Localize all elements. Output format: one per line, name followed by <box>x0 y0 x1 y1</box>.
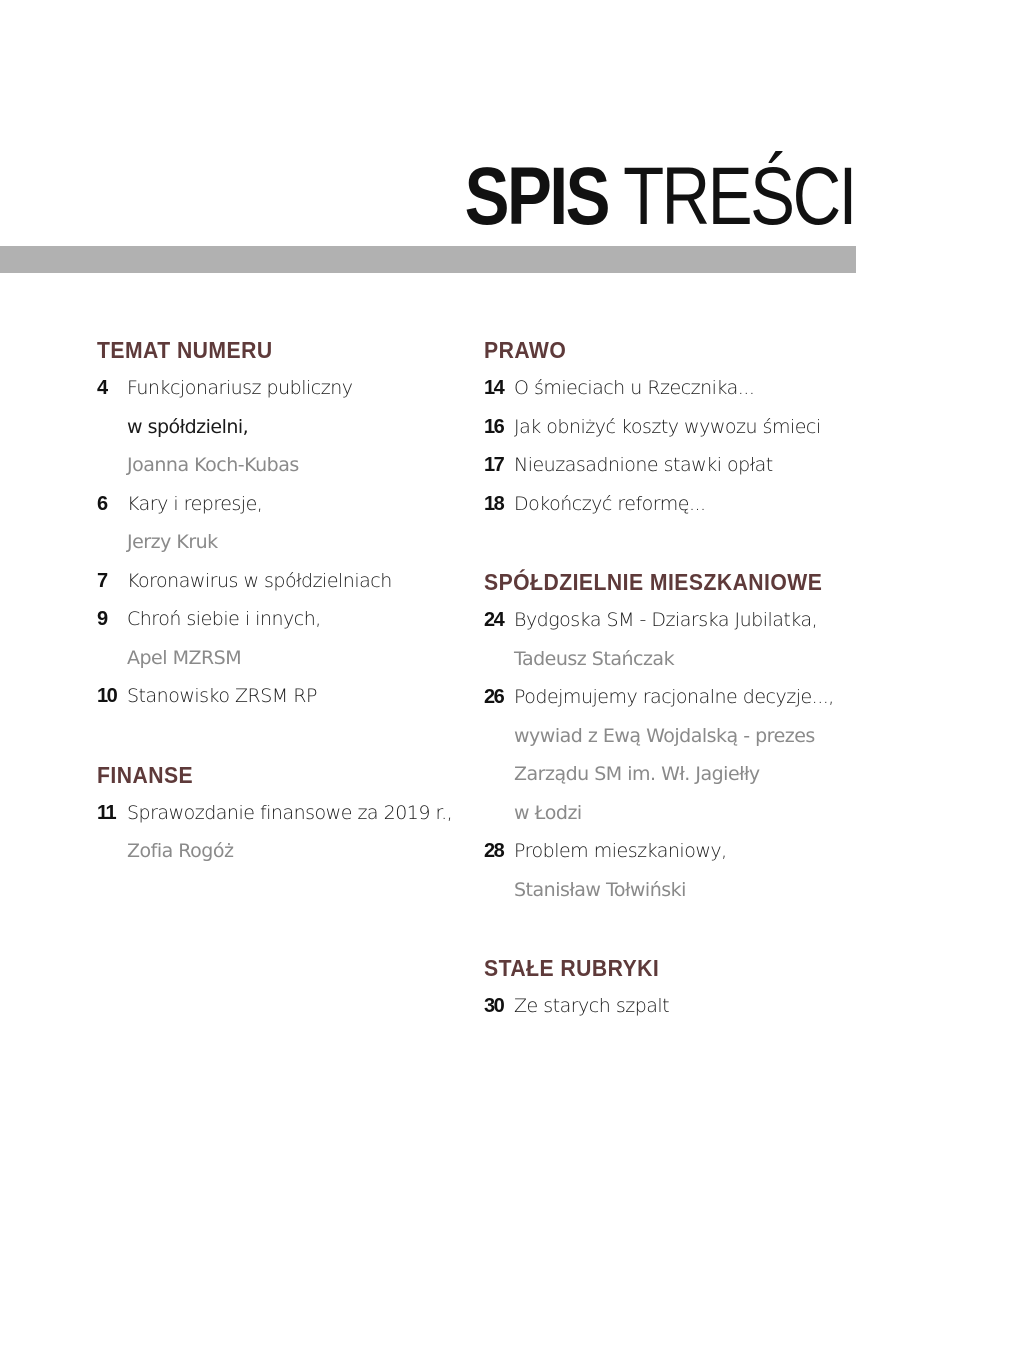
entry-first-line <box>484 485 856 524</box>
toc-section-finanse <box>97 756 457 871</box>
entry-title: Stanowisko ZRSM RP <box>127 685 317 707</box>
toc-entry[interactable] <box>484 408 856 447</box>
toc-entry[interactable] <box>97 485 457 562</box>
entry-author: Stanisław Tołwiński <box>514 878 686 901</box>
toc-entry[interactable] <box>97 369 457 485</box>
entry-first-line <box>484 601 856 640</box>
entry-first-line <box>484 987 856 1026</box>
toc-entry[interactable] <box>484 369 856 408</box>
page-number: 7 <box>97 569 107 592</box>
toc-entry[interactable] <box>484 601 856 678</box>
entry-title: Ze starych szpalt <box>514 995 670 1017</box>
entry-first-line <box>484 832 856 871</box>
toc-entry[interactable] <box>97 677 457 716</box>
entry-first-line <box>484 369 856 408</box>
entry-author: w Łodzi <box>514 801 582 824</box>
page-number: 26 <box>484 686 504 708</box>
toc-entry[interactable] <box>97 562 457 601</box>
toc-section-prawo <box>484 331 856 523</box>
page-title-bold: SPIS <box>464 151 609 242</box>
page-number: 17 <box>484 454 504 476</box>
entry-title: Podejmujemy racjonalne decyzje..., <box>514 686 834 708</box>
toc-section-stale-rubryki <box>484 949 856 1026</box>
entry-title: Dokończyć reformę... <box>514 492 706 515</box>
entry-title: Jak obniżyć koszty wywozu śmieci <box>514 415 821 438</box>
entry-title: Bydgoska SM - Dziarska Jubilatka, <box>514 609 818 631</box>
entry-author: Tadeusz Stańczak <box>514 647 675 670</box>
toc-entry[interactable] <box>484 832 856 909</box>
page-number: 28 <box>484 840 504 862</box>
entry-title: Kary i represje, <box>127 492 263 515</box>
toc-section-temat-numeru <box>97 331 457 716</box>
entry-author: Apel MZRSM <box>127 646 242 669</box>
entry-title: Koronawirus w spółdzielniach <box>127 569 392 592</box>
page-title <box>465 150 855 244</box>
entry-title: Problem mieszkaniowy, <box>514 840 727 862</box>
page-number: 9 <box>97 608 107 630</box>
toc-entry[interactable] <box>484 987 856 1026</box>
page-number: 18 <box>484 492 504 515</box>
toc-entry[interactable] <box>484 678 856 832</box>
entry-author: Joanna Koch-Kubas <box>127 454 299 476</box>
entry-title: Funkcjonariusz publiczny <box>127 377 353 399</box>
title-underline-bar <box>0 246 856 273</box>
entry-title: O śmieciach u Rzecznika... <box>514 377 755 399</box>
entry-author: Jerzy Kruk <box>127 531 218 553</box>
entry-first-line <box>97 794 457 833</box>
toc-entry[interactable] <box>484 485 856 524</box>
entry-first-line <box>484 446 856 485</box>
section-heading: TEMAT NUMERU <box>97 337 273 363</box>
toc-entry[interactable] <box>97 600 457 677</box>
entry-first-line <box>97 562 457 601</box>
entry-author: Zofia Rogóż <box>127 840 234 862</box>
page-title-light: TREŚCI <box>623 151 855 242</box>
entry-first-line <box>97 600 457 639</box>
entry-first-line <box>97 369 457 408</box>
page-number: 24 <box>484 609 504 631</box>
section-heading: SPÓŁDZIELNIE MIESZKANIOWE <box>484 569 823 595</box>
section-heading: STAŁE RUBRYKI <box>484 955 660 981</box>
toc-entry[interactable] <box>97 794 457 871</box>
page-number: 16 <box>484 415 504 438</box>
section-heading: PRAWO <box>484 337 567 363</box>
entry-author: Zarządu SM im. Wł. Jagiełły <box>514 763 760 785</box>
entry-title-continued: w spółdzielni, <box>127 415 249 438</box>
page-number: 11 <box>97 801 116 824</box>
page-number: 30 <box>484 995 504 1017</box>
entry-first-line <box>484 678 856 717</box>
page-number: 6 <box>97 492 107 515</box>
entry-title: Sprawozdanie finansowe za 2019 r., <box>127 801 453 824</box>
toc-left-column <box>97 331 457 911</box>
entry-author: wywiad z Ewą Wojdalską - prezes <box>514 724 815 747</box>
page-number: 14 <box>484 377 504 399</box>
entry-title: Chroń siebie i innych, <box>127 608 321 630</box>
section-heading: FINANSE <box>97 761 194 788</box>
page-number: 4 <box>97 377 107 399</box>
toc-section-spoldzielnie-mieszkaniowe <box>484 563 856 909</box>
toc-entry[interactable] <box>484 446 856 485</box>
entry-title: Nieuzasadnione stawki opłat <box>514 454 773 476</box>
toc-right-column <box>484 331 856 1066</box>
page-number: 10 <box>97 685 117 707</box>
entry-first-line <box>97 485 457 524</box>
entry-first-line <box>97 677 457 716</box>
entry-first-line <box>484 408 856 447</box>
